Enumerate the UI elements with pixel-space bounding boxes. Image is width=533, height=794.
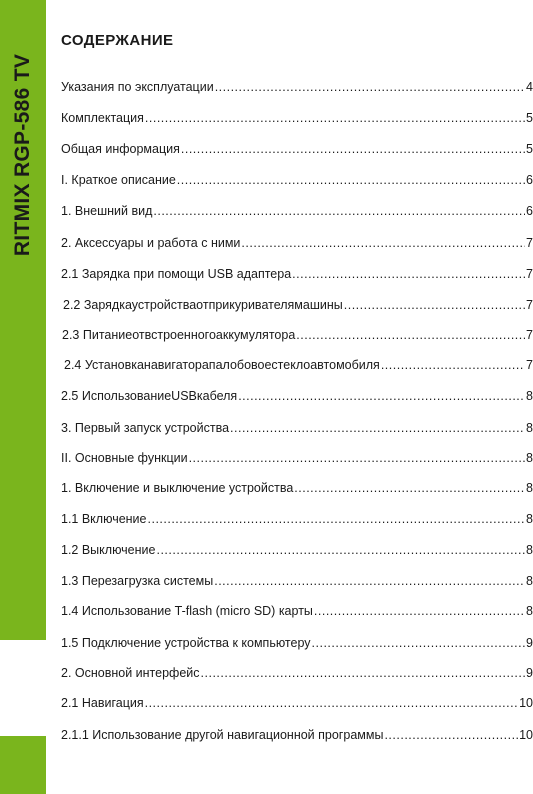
toc-entry[interactable] [61, 666, 533, 686]
toc-entry-leader [153, 204, 525, 218]
toc-entry-leader [189, 451, 525, 465]
toc-entry[interactable] [61, 636, 533, 656]
toc-entry-page: 5 [526, 111, 533, 125]
toc-entry[interactable] [61, 728, 533, 748]
toc-entry[interactable] [61, 80, 533, 100]
toc-entry-label: Общая информация [61, 142, 180, 156]
toc-entry-page: 10 [519, 696, 533, 710]
toc-entry-page: 7 [526, 358, 533, 372]
toc-entry[interactable] [61, 267, 533, 287]
toc-entry-leader [294, 481, 525, 495]
toc-entry-label: 2.1 Зарядка при помощи USB адаптера [61, 267, 292, 281]
toc-entry[interactable] [61, 204, 533, 224]
toc-entry-page: 8 [526, 421, 533, 435]
toc-entry-leader [201, 666, 526, 680]
toc-entry-label: Комплектация [61, 111, 144, 125]
toc-entry-leader [314, 604, 525, 618]
toc-entry[interactable] [61, 236, 533, 256]
toc-entry[interactable] [61, 421, 533, 441]
toc-entry-label: 2. Основной интерфейс [61, 666, 200, 680]
toc-entry-label: 2.1.1 Использование другой навигационной программы [61, 728, 384, 742]
toc-entry-label: 1.1 Включение [61, 512, 147, 526]
toc-entry[interactable] [61, 142, 533, 162]
toc-entry-label: 1.5 Подключение устройства к компьютеру [61, 636, 311, 650]
toc-entry-leader [145, 111, 525, 125]
toc-entry-label: 1. Включение и выключение устройства [61, 481, 294, 495]
toc-entry-label: 1.2 Выключение [61, 543, 156, 557]
toc-entry-label: 1.4 Использование T-flash (micro SD) карты [61, 604, 313, 618]
toc-entry[interactable] [61, 328, 533, 348]
toc-entry-page: 8 [526, 604, 533, 618]
toc-entry-page: 8 [526, 543, 533, 557]
toc-entry-page: 8 [526, 389, 533, 403]
toc-entry-page: 4 [526, 80, 533, 94]
toc-entry-leader [292, 267, 525, 281]
toc-entry-leader [241, 236, 525, 250]
toc-entry-page: 8 [526, 481, 533, 495]
toc-entry-label: I. Краткое описание [61, 173, 176, 187]
toc-entry-label: 2. Аксессуары и работа с ними [61, 236, 241, 250]
toc-entry-page: 8 [526, 451, 533, 465]
toc-entry-leader [381, 358, 525, 372]
toc-entry-page: 7 [526, 328, 533, 342]
toc-entry-page: 5 [526, 142, 533, 156]
toc-entry[interactable] [61, 543, 533, 563]
toc-entry[interactable] [61, 111, 533, 131]
toc-entry[interactable] [61, 451, 533, 471]
toc-entry-page: 10 [519, 728, 533, 742]
toc-entry-label: Указания по эксплуатации [61, 80, 214, 94]
page-title: СОДЕРЖАНИЕ [61, 32, 174, 49]
toc-entry-label: II. Основные функции [61, 451, 188, 465]
toc-entry-page: 7 [526, 267, 533, 281]
toc-entry-leader [156, 543, 525, 557]
brand-title: RITMIX RGP-586 TV [11, 53, 34, 257]
toc-entry-page: 7 [526, 298, 533, 312]
toc-entry-label: 2.4 Установканавигаторапалобовоестеклоавтомобиля [64, 358, 380, 372]
toc-entry[interactable] [61, 298, 533, 318]
toc-entry-label: 2.1 Навигация [61, 696, 144, 710]
sidebar [0, 0, 46, 794]
toc-entry-page: 9 [526, 666, 533, 680]
toc-entry[interactable] [61, 389, 533, 409]
toc-entry-page: 6 [526, 204, 533, 218]
toc-entry-page: 9 [526, 636, 533, 650]
toc-entry-label: 1.3 Перезагрузка системы [61, 574, 214, 588]
toc-entry-label: 2.3 Питаниеотвстроенногоаккумулятора [62, 328, 296, 342]
toc-entry-leader [148, 512, 526, 526]
toc-entry-leader [145, 696, 518, 710]
toc-entry-label: 2.2 Зарядкаустройстваотприкуривателямашины [63, 298, 343, 312]
toc-entry-label: 2.5 ИспользованиеUSBкабеля [61, 389, 238, 403]
toc-entry[interactable] [61, 604, 533, 624]
toc-entry-leader [214, 574, 525, 588]
toc-entry-label: 1. Внешний вид [61, 204, 153, 218]
toc-entry-page: 7 [526, 236, 533, 250]
toc-entry-leader [296, 328, 525, 342]
toc-entry-leader [238, 389, 525, 403]
toc-entry-leader [230, 421, 525, 435]
toc-entry-leader [384, 728, 518, 742]
toc-entry-label: 3. Первый запуск устройства [61, 421, 230, 435]
toc-entry-page: 8 [526, 512, 533, 526]
toc-entry[interactable] [61, 574, 533, 594]
toc-entry-page: 6 [526, 173, 533, 187]
toc-entry-leader [177, 173, 525, 187]
toc-entry[interactable] [61, 696, 533, 716]
toc-entry-page: 8 [526, 574, 533, 588]
toc-entry-leader [215, 80, 525, 94]
toc-entry-leader [312, 636, 526, 650]
sidebar-accent-bottom [0, 736, 46, 794]
toc-entry[interactable] [61, 481, 533, 501]
toc-entry[interactable] [61, 358, 533, 378]
toc-entry-leader [181, 142, 525, 156]
toc-entry-leader [344, 298, 525, 312]
toc-entry[interactable] [61, 512, 533, 532]
toc-entry[interactable] [61, 173, 533, 193]
